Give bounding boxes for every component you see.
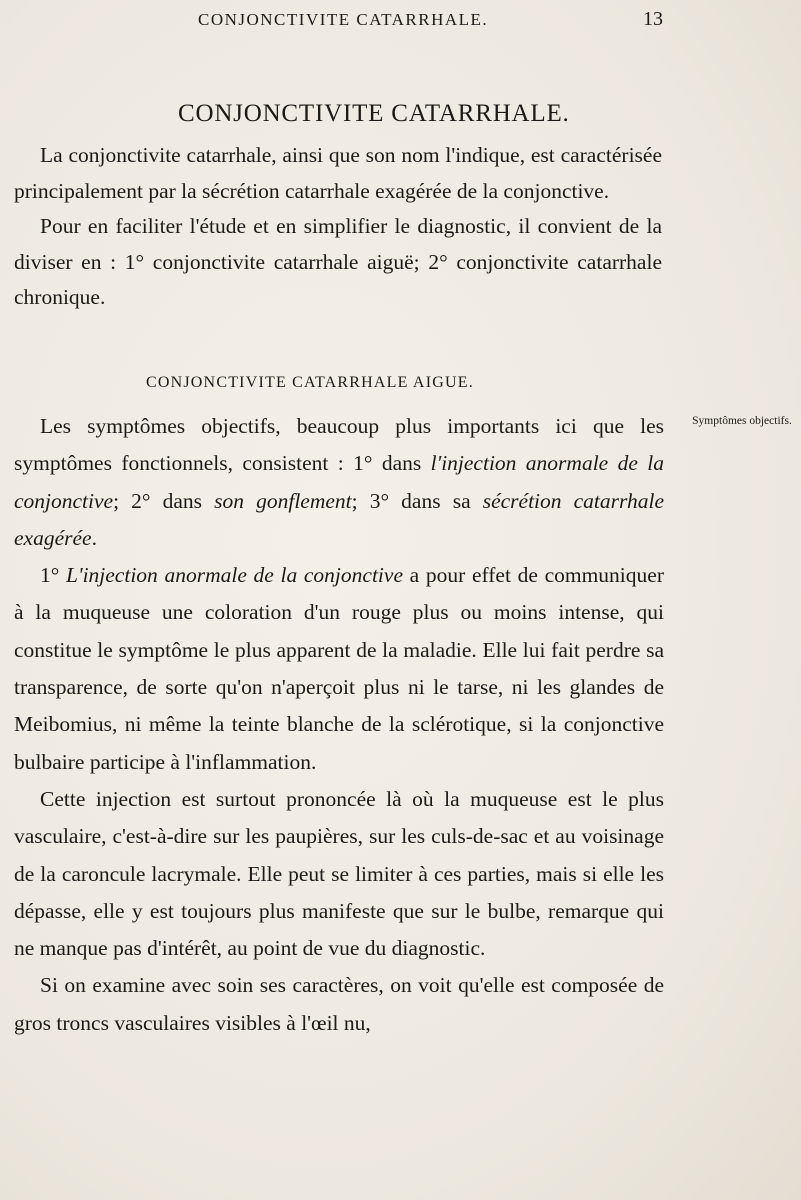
paragraph-location: Cette injection est surtout prononcée là où la muqueuse est le plus vasculaire, c'est-à-dire sur les paupières, sur les culs-de-sac et au voisinage de la caroncule lacrymale. Elle peut se limiter à ces parties, mais si elle les dépasse, elle y est toujours plus manifeste que sur le bulbe, remarque qui ne manque pas d'intérêt, au point de vue du diagnostic. — [14, 786, 664, 961]
section-body — [14, 408, 664, 1042]
intro-paragraph-1: La conjonctivite catarrhale, ainsi que son nom l'indique, est caractérisée principalement par la sécrétion catarrhale exagérée de la conjonctive. — [14, 143, 662, 203]
text-run: a pour effet de communiquer à la muqueuse une coloration d'un rouge plus ou moins intense, qui constitue le symptôme le plus apparent de la maladie. Elle lui fait perdre sa transparence, de sorte qu'on n'aperçoit plus ni le tarse, ni les glandes de Meibomius, ni même la teinte blanche de la sclérotique, si la conjonctive bulbaire participe à l'inflammation. — [14, 563, 664, 774]
paragraph-symptoms — [14, 408, 664, 557]
page-number: 13 — [643, 8, 663, 30]
emphasis-injection: l'injection anormale de la conjonctive — [14, 451, 664, 513]
paragraph-injection — [14, 557, 664, 781]
intro-paragraph-2: Pour en faciliter l'étude et en simplifier le diagnostic, il convient de la diviser en : 1° conjonctivite catarrhale aiguë; 2° conjonctivite catarrhale chronique. — [14, 214, 662, 309]
text-run: ; 3° dans sa — [351, 488, 483, 513]
intro-text — [14, 138, 662, 316]
text-run: Les symptômes objectifs, beaucoup plus importants ici que les symptômes fonctionnels, consistent : 1° dans — [14, 414, 664, 476]
text-run: 1° — [40, 563, 67, 588]
running-head: CONJONCTIVITE CATARRHALE. — [198, 10, 489, 29]
emphasis-secretion: sécrétion catarrhale exagérée — [14, 488, 665, 550]
margin-note: Symptômes objectifs. — [692, 415, 792, 427]
text-run: ; 2° dans — [113, 488, 215, 513]
emphasis-injection-heading: L'injection anormale de la conjonctive — [66, 563, 403, 588]
text-run: . — [91, 525, 97, 550]
paragraph-examination: Si on examine avec soin ses caractères, on voit qu'elle est composée de gros troncs vasculaires visibles à l'œil nu, — [14, 973, 664, 1035]
section-title: CONJONCTIVITE CATARRHALE AIGUE. — [146, 374, 474, 391]
chapter-title: CONJONCTIVITE CATARRHALE. — [178, 100, 570, 127]
emphasis-gonflement: son gonflement — [214, 488, 352, 513]
